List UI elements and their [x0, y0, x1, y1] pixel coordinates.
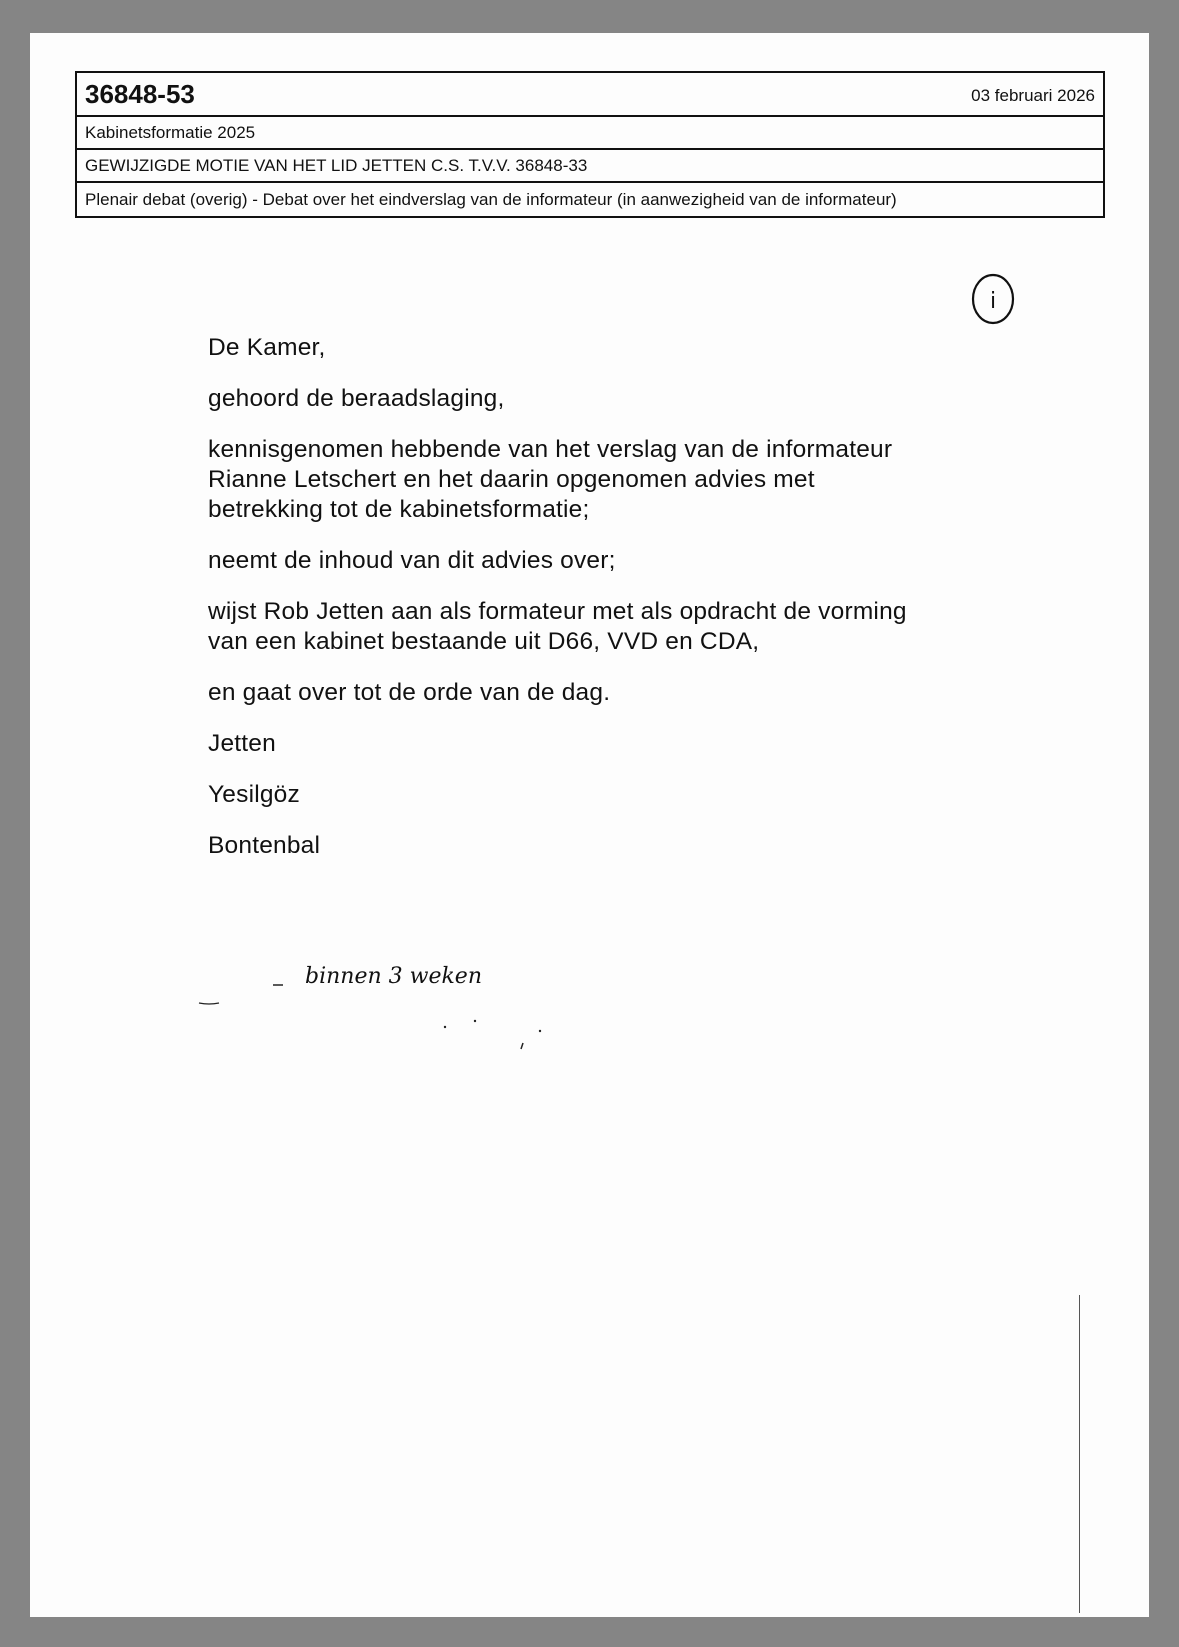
svg-text:i: i — [990, 289, 997, 314]
motion-clause-deliberation: gehoord de beraadslaging, — [208, 385, 505, 412]
document-header — [75, 71, 1105, 218]
document-page — [30, 33, 1149, 1617]
header-row-title — [77, 150, 1103, 183]
handwritten-note — [195, 963, 555, 1083]
header-row-subject — [77, 117, 1103, 150]
motion-opening: De Kamer, — [208, 334, 326, 361]
motion-clause-report: kennisgenomen hebbende van het verslag van de informateur Rianne Letschert en het daarin opgenomen advies met betrekking tot de kabinetsformatie; — [208, 436, 893, 523]
header-row-number — [77, 73, 1103, 117]
signatory: Yesilgöz — [208, 781, 300, 808]
document-date: 03 februari 2026 — [971, 86, 1095, 105]
svg-text:binnen 3 weken: binnen 3 weken — [305, 964, 482, 989]
signatory: Bontenbal — [208, 832, 321, 859]
signatory: Jetten — [208, 730, 276, 757]
margin-line — [1079, 1295, 1080, 1613]
motion-clause-formateur: wijst Rob Jetten aan als formateur met als opdracht de vorming van een kabinet bestaande uit D66, VVD en CDA, — [208, 598, 907, 655]
motion-clause-advice: neemt de inhoud van dit advies over; — [208, 547, 616, 574]
header-row-debate — [77, 183, 1103, 216]
document-title: GEWIJZIGDE MOTIE VAN HET LID JETTEN C.S. T.V.V. 36848-33 — [85, 155, 588, 175]
motion-body — [208, 333, 968, 882]
motion-closing: en gaat over tot de orde van de dag. — [208, 679, 611, 706]
debate-description: Plenair debat (overig) - Debat over het eindverslag van de informateur (in aanwezigheid van de informateur) — [85, 189, 897, 209]
document-number: 36848-53 — [85, 78, 195, 109]
document-subject: Kabinetsformatie 2025 — [85, 122, 256, 142]
handwritten-circled-mark — [970, 271, 1018, 327]
